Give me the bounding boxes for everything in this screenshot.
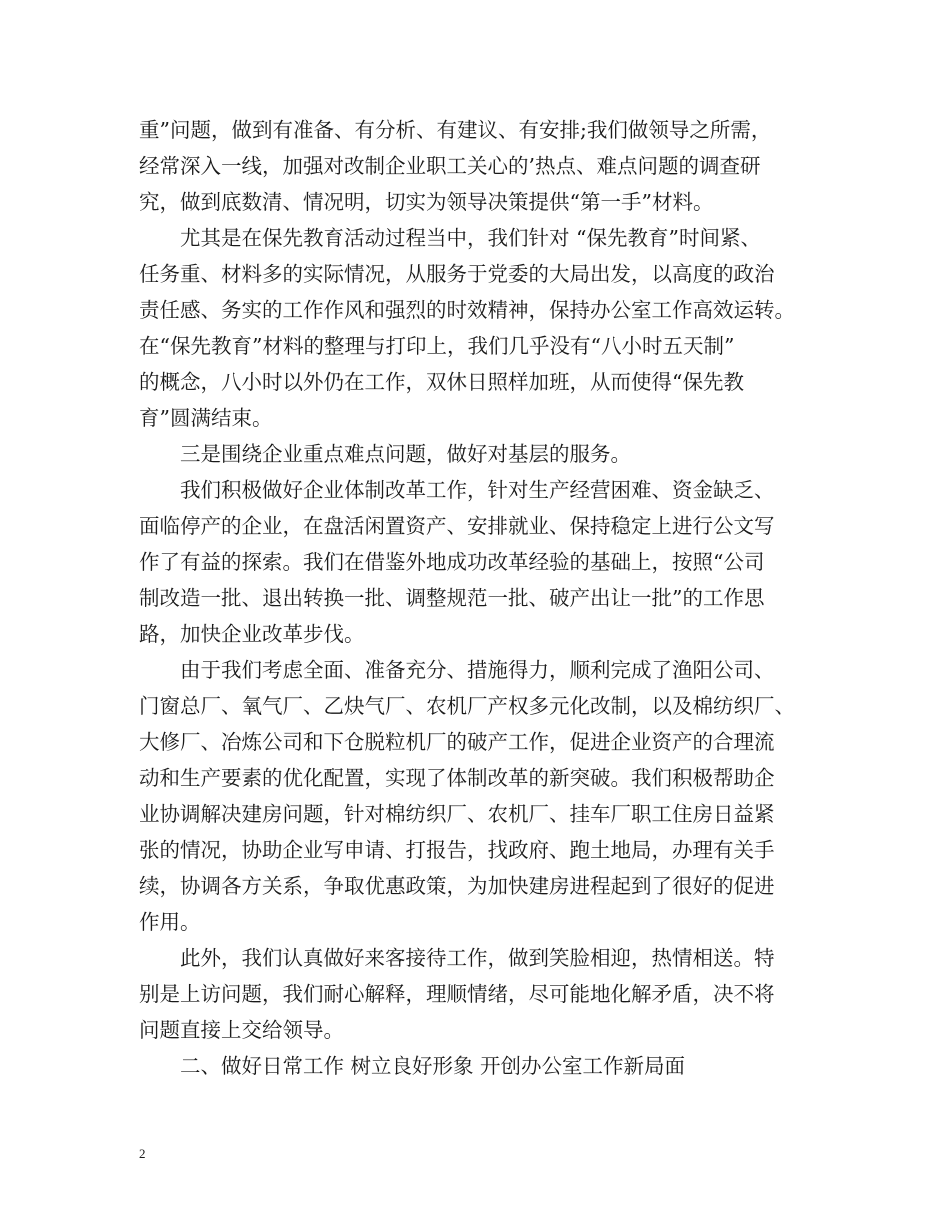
text-line: 动和生产要素的优化配置，实现了体制改革的新突破。我们积极帮助企 — [139, 766, 775, 790]
text-line: 问题直接上交给领导。 — [139, 1018, 344, 1042]
text-line: 作了有益的探索。我们在借鉴外地成功改革经验的基础上，按照“公司 — [139, 550, 765, 574]
text-line: 重”问题，做到有准备、有分析、有建议、有安排;我们做领导之所需， — [139, 118, 772, 142]
text-line: 由于我们考虑全面、准备充分、措施得力，顺利完成了渔阳公司、 — [139, 658, 775, 682]
text-line: 任务重、材料多的实际情况，从服务于党委的大局出发，以高度的政治 — [139, 262, 775, 286]
text-line: 经常深入一线，加强对改制企业职工关心的’热点、难点问题的调查研 — [139, 154, 761, 178]
text-line: 三是围绕企业重点难点问题，做好对基层的服务。 — [139, 442, 631, 466]
text-line: 制改造一批、退出转换一批、调整规范一批、破产出让一批”的工作思 — [139, 586, 765, 610]
text-line: 别是上访问题，我们耐心解释，理顺情绪，尽可能地化解矛盾，决不将 — [139, 982, 775, 1006]
text-line: 路，加快企业改革步伐。 — [139, 622, 365, 646]
text-line: 我们积极做好企业体制改革工作，针对生产经营困难、资金缺乏、 — [139, 478, 775, 502]
text-line: 业协调解决建房问题，针对棉纺织厂、农机厂、挂车厂职工住房日益紧 — [139, 802, 775, 826]
text-line: 面临停产的企业，在盘活闲置资产、安排就业、保持稳定上进行公文写 — [139, 514, 775, 538]
text-line: 责任感、务实的工作作风和强烈的时效精神，保持办公室工作高效运转。 — [139, 298, 795, 322]
text-line: 究，做到底数清、情况明，切实为领导决策提供“第一手”材料。 — [139, 190, 714, 214]
text-line: 的概念，八小时以外仍在工作，双休日照样加班，从而使得“保先教 — [139, 370, 744, 394]
text-line: 续，协调各方关系，争取优惠政策，为加快建房进程起到了很好的促进 — [139, 874, 775, 898]
text-line: 门窗总厂、氧气厂、乙炔气厂、农机厂产权多元化改制，以及棉纺织厂、 — [139, 694, 795, 718]
text-line: 尤其是在保先教育活动过程当中，我们针对 “保先教育”时间紧、 — [139, 226, 761, 250]
text-line: 作用。 — [139, 910, 201, 934]
section-heading: 二、做好日常工作 树立良好形象 开创办公室工作新局面 — [139, 1054, 686, 1078]
text-line: 此外，我们认真做好来客接待工作，做到笑脸相迎，热情相送。特 — [139, 946, 775, 970]
page-number: 2 — [139, 1146, 146, 1161]
text-line: 育”圆满结束。 — [139, 406, 273, 430]
text-line: 大修厂、冶炼公司和下仓脱粒机厂的破产工作，促进企业资产的合理流 — [139, 730, 775, 754]
text-line: 张的情况，协助企业写申请、打报告，找政府、跑土地局，办理有关手 — [139, 838, 775, 862]
text-line: 在“保先教育”材料的整理与打印上，我们几乎没有“八小时五天制” — [139, 334, 735, 358]
